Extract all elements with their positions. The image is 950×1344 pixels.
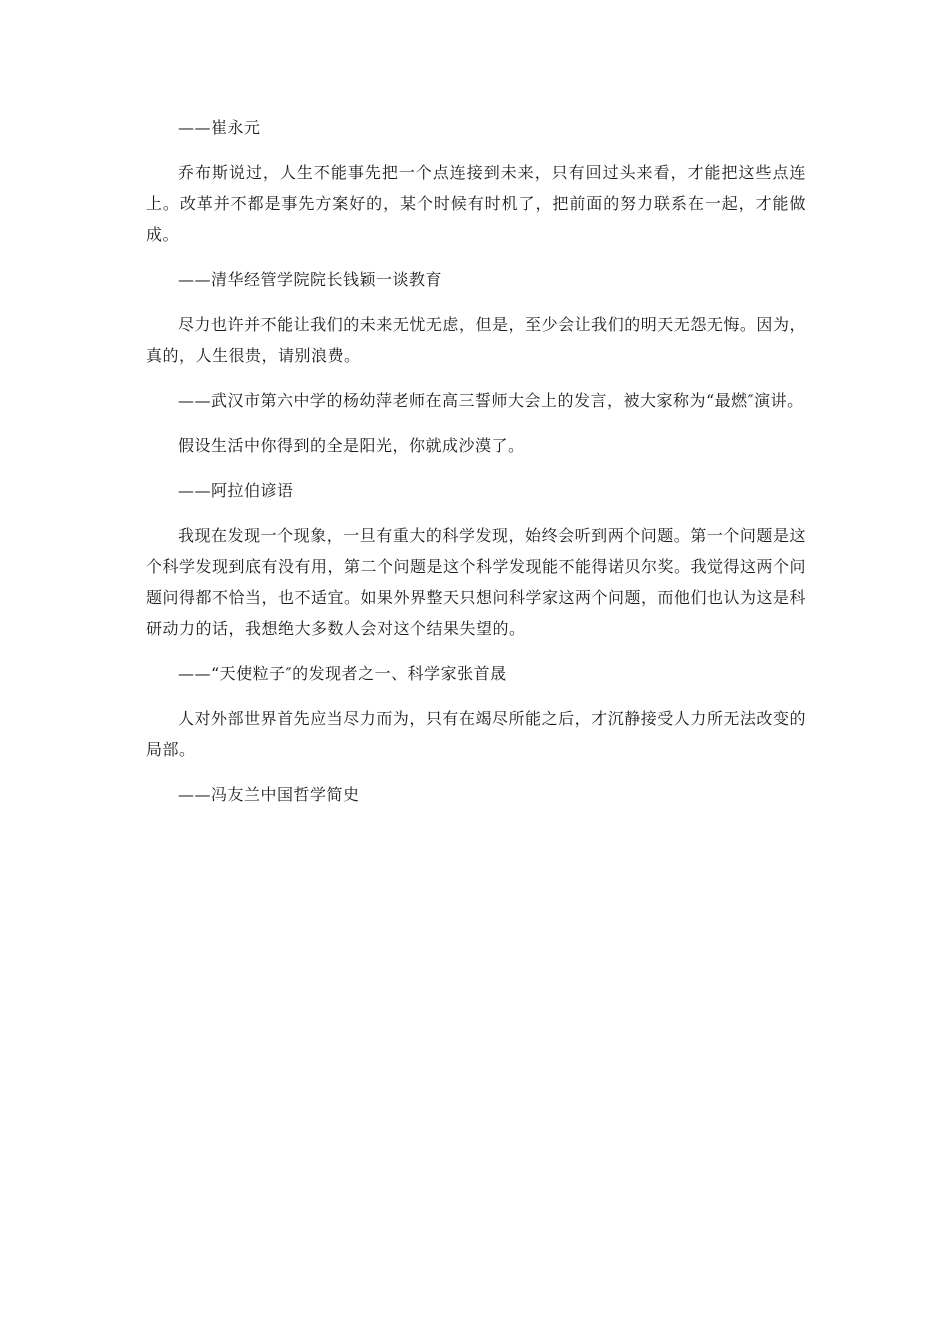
quote-paragraph: 尽力也许并不能让我们的未来无忧无虑，但是，至少会让我们的明天无怨无悔。因为，真的，人生很贵，请别浪费。 bbox=[146, 315, 806, 365]
attribution-line: ——“天使粒子″的发现者之一、科学家张首晟 bbox=[178, 664, 507, 683]
attribution-line: ——清华经管学院院长钱颖一谈教育 bbox=[178, 270, 443, 289]
attribution-line: ——崔永元 bbox=[178, 118, 261, 137]
quote-paragraph: 人对外部世界首先应当尽力而为，只有在竭尽所能之后，才沉静接受人力所无法改变的局部。 bbox=[146, 709, 806, 759]
attribution-line: ——阿拉伯谚语 bbox=[178, 481, 294, 500]
quote-paragraph: 假设生活中你得到的全是阳光，你就成沙漠了。 bbox=[178, 436, 525, 455]
attribution-line: ——武汉市第六中学的杨幼萍老师在高三誓师大会上的发言，被大家称为“最燃″演讲。 bbox=[178, 391, 804, 410]
quote-paragraph: 乔布斯说过，人生不能事先把一个点连接到未来，只有回过头来看，才能把这些点连上。改革并不都是事先方案好的，某个时候有时机了，把前面的努力联系在一起，才能做成。 bbox=[146, 163, 806, 244]
document-body bbox=[146, 112, 806, 824]
attribution-line: ——冯友兰中国哲学简史 bbox=[178, 785, 360, 804]
quote-paragraph: 我现在发现一个现象，一旦有重大的科学发现，始终会听到两个问题。第一个问题是这个科学发现到底有没有用，第二个问题是这个科学发现能不能得诺贝尔奖。我觉得这两个问题问得都不恰当，也不适宜。如果外界整天只想问科学家这两个问题，而他们也认为这是科研动力的话，我想绝大多数人会对这个结果失望的。 bbox=[146, 526, 807, 638]
